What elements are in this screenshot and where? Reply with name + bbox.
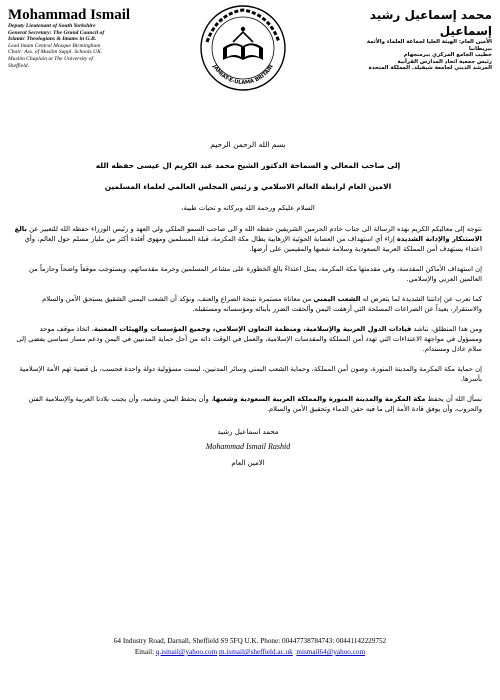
title-line: General Secretary: The Grand Council of [8, 29, 105, 36]
paragraph-emphasis: مكة المكرمة والمدينة المنورة والمملكة العربية السعودية وشعبها [213, 395, 426, 403]
footer-emails [0, 647, 500, 658]
paragraph-1 [14, 224, 482, 254]
title-line: Sheffield. [8, 62, 29, 69]
paragraph-text: نسأل الله أن يحفظ [425, 395, 482, 403]
paragraph-6 [14, 394, 482, 414]
paragraph-text: ، وأن يحفظ اليمن وشعبه، وأن يجنب بلادنا العربية والإسلامية الفتن والحروب، وأن يوفق قادة الأمة إلى ما فيه حقن الدماء وتحقيق الأمن والسلام. [28, 395, 482, 413]
letter-body [14, 140, 482, 467]
arabic-letterhead [342, 7, 492, 72]
paragraph-emphasis: قيادات الدول العربية والإسلامية، ومنظمة التعاون الإسلامي، وجميع المؤسسات والهيئات المعنية [94, 325, 412, 333]
footer-contact [0, 636, 500, 658]
addressee-line: إلى صاحب المعالي و السماحة الدكتور الشيخ محمد عبد الكريم ال عيسى حفظه الله [95, 161, 401, 170]
handwritten-signature: Mohammad Ismail Rashid [205, 442, 291, 451]
title-line: Islamic Theologians & Imams in G.B. [8, 36, 97, 43]
paragraph-text: من معاناة مستمرة نتيجة الصراع والعنف، ونؤكد أن الشعب اليمني الشقيق يستحق الأمن والسلام والاستقرار، بعيداً عن الصراعات المسلحة التي أرهقت اليمن وألحقت الضرر بأبنائه ومؤسساته ومستقبله. [42, 295, 482, 313]
paragraph-text: ، اتخاذ موقف موحد ومسؤول في مواجهة الاعتداءات التي تهدد أمن المملكة والمقدسات الإسلامية، والعمل في الوقت ذاته من أجل حماية المدنيين في اليمن ودعم مسار سياسي يفضي إلى سلام عادل ومستدام. [16, 325, 482, 353]
logo-text: JAMIAT-E-ULAMA BRITAIN [211, 63, 275, 87]
paragraph-2: إن استهداف الأماكن المقدسة، وفي مقدمتها مكة المكرمة، يمثل اعتداءً بالغ الخطورة على مشاعر المسلمين وحرمة مقدساتهم، ويستوجب موقفاً واضحاً وحازماً من العالمين العربي والإسلامي. [28, 265, 482, 283]
paragraph-3 [14, 294, 482, 314]
title-line: المرشد الديني لجامعة شيفيلد. المملكة المتحدة [368, 65, 492, 72]
title-line: الأمين العام: الهيئة العليا لجماعة العلماء والأئمة ببريطانيا [366, 39, 492, 52]
email-link[interactable]: m.ismail@sheffield.ac.uk [219, 648, 293, 656]
signatory-title: الامين العام [231, 459, 265, 467]
paragraph-text: إزاء أي استهداف من العصابة الحوثية الإرهابية يطال مكة المكرمة، قبلة المسلمين ومهوى أفئدة أكثر من مليار مسلم حول العالم، وأي اعتداء يستهدف أمن المملكة العربية السعودية وسلامة شعبها والمقيمين على أرضها. [24, 235, 482, 253]
footer-address: 64 Industry Road, Darnall, Sheffield S9 5FQ U.K. Phone: 00447738784743: 00441142229752 [113, 637, 387, 645]
organization-logo [197, 2, 289, 94]
sender-name-english: Mohammad Ismail [8, 7, 131, 23]
title-line: Deputy Lieutenant of South Yorkshire [8, 23, 96, 29]
email-label: Email: [134, 648, 156, 656]
addressee-title: الامين العام لرابطة العالم الاسلامي و رئيس المجلس العالمي لعلماء المسلمين [104, 182, 392, 191]
paragraph-5: إن حماية مكة المكرمة والمدينة المنورة، وصون أمن المملكة، وحماية الشعب اليمني وسائر المدنيين، ليست مسؤولية دولة واحدة فحسب، بل قضية تهم الأمة الإسلامية بأسرها. [19, 365, 482, 383]
sender-name-arabic: محمد إسماعيل رشيد إسماعيل [369, 8, 492, 38]
paragraph-emphasis: بالغ الاستنكار والإدانة الشديدة [14, 225, 482, 243]
paragraph-text: كما نعرب عن إدانتنا الشديدة لما يتعرض له [360, 295, 482, 303]
signatory-name: محمد اسماعيل رشيد [217, 428, 279, 436]
paragraph-text: نتوجه إلى معاليكم الكريم بهذه الرسالة الى جناب خادم الحرمين الشريفين حفظه الله و الى صاحب السمو الملكي ولي العهد و رئيس الوزراء حفظه الله للتعبير عن [26, 225, 482, 233]
quran-book-icon [223, 27, 263, 60]
paragraph-text: ومن هذا المنطلق، نناشد [411, 325, 482, 333]
title-line: Lead Imam Central Mosque Birmingham [8, 42, 101, 49]
title-line: خطيب الجامع المركزي ببرمنجهام [403, 52, 492, 59]
email-link[interactable]: mismail64@yahoo.com [296, 648, 366, 656]
basmala: بسم الله الرحمن الرحيم [210, 140, 286, 149]
paragraph-4 [14, 324, 482, 354]
english-letterhead [8, 7, 158, 69]
title-line: رئيس جمعية اتحاد المدارس القرآنية [397, 58, 492, 65]
title-line: Chair: Ass. of Muslim Suppl. Schools UK. [8, 49, 103, 56]
email-link[interactable]: q.ismail@yahoo.com [155, 648, 218, 656]
paragraph-emphasis: الشعب اليمني [313, 295, 361, 303]
title-line: Muslim Chaplain at The University of [8, 55, 93, 62]
greeting: السلام عليكم ورحمة الله وبركاته و تحيات طيبة، [181, 204, 315, 212]
